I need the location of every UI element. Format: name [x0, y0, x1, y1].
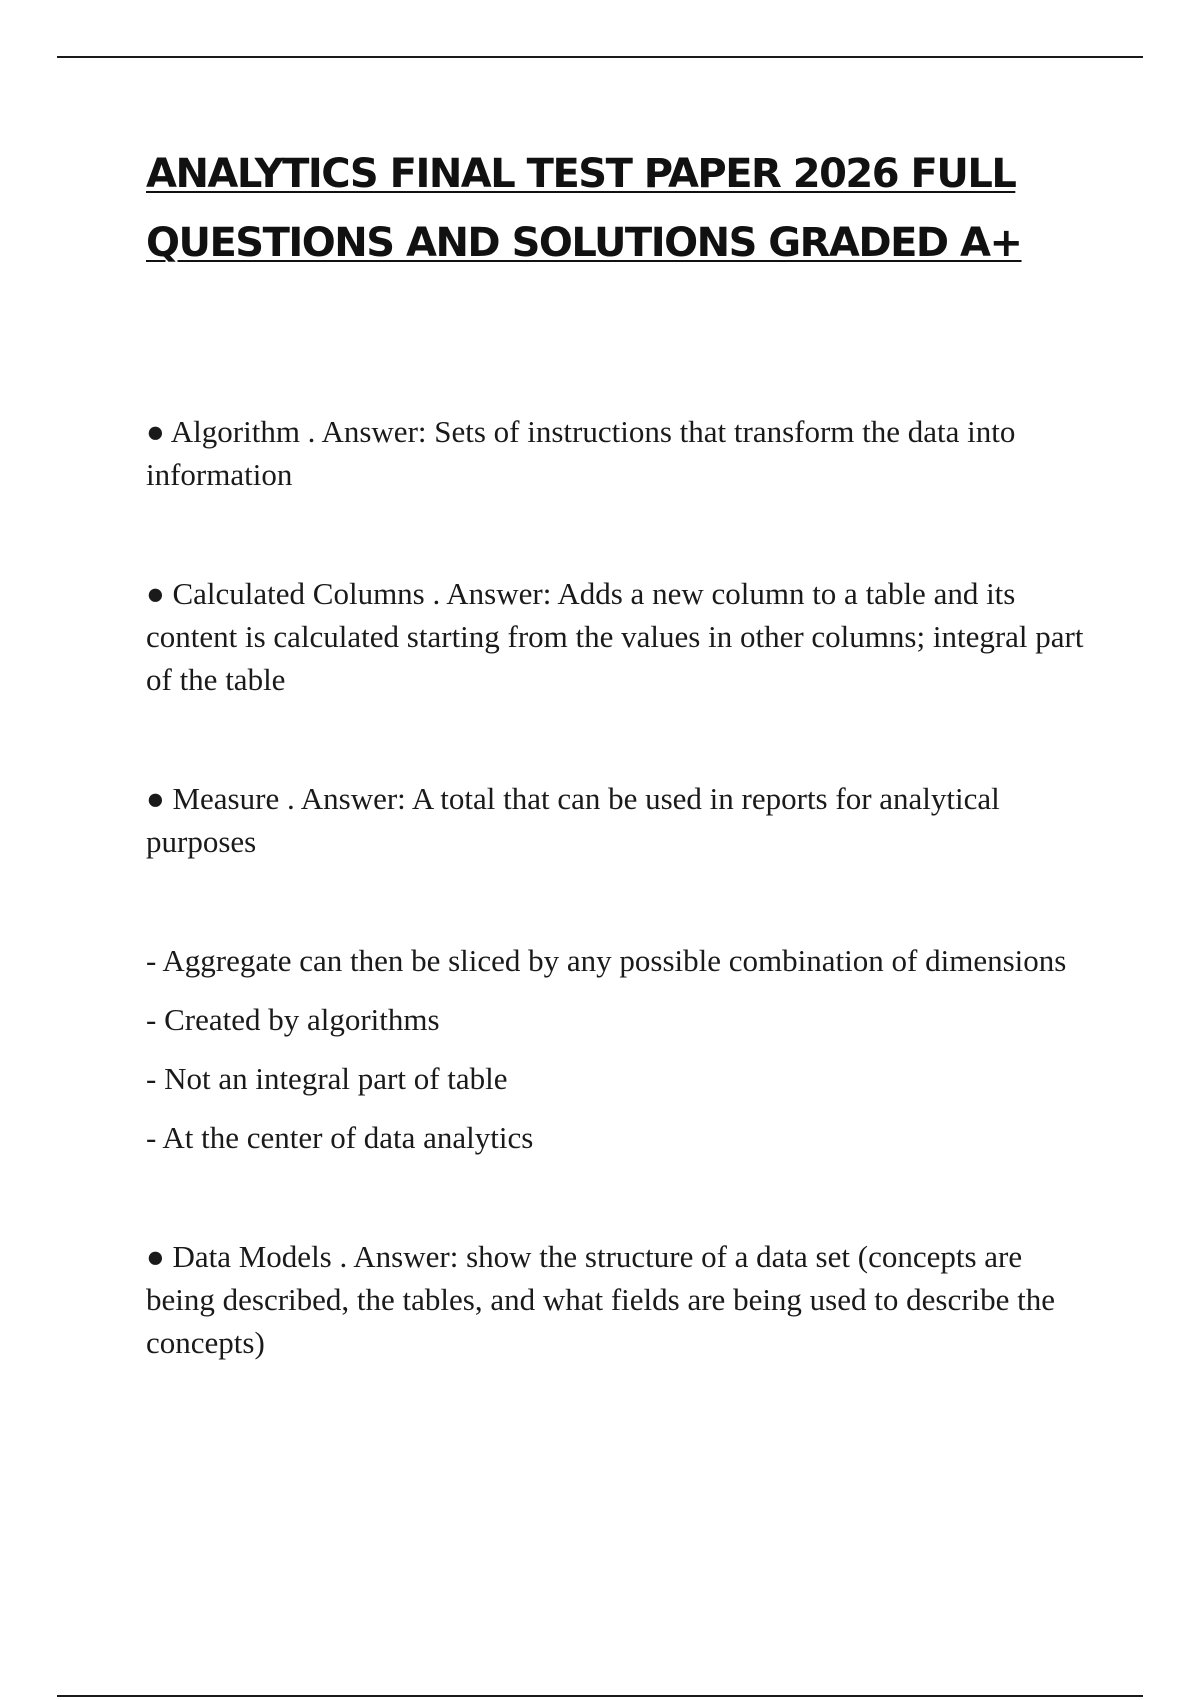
list-item: - Not an integral part of table — [146, 1061, 508, 1096]
document-title — [146, 140, 1106, 278]
document-body — [146, 410, 1086, 1364]
measure-notes-list — [146, 939, 1086, 1159]
top-rule — [57, 56, 1143, 58]
title-line-1: ANALYTICS FINAL TEST PAPER 2026 FULL — [146, 151, 1016, 197]
qa-algorithm: ● Algorithm . Answer: Sets of instructions that transform the data into information — [146, 414, 1016, 492]
list-item: - Aggregate can then be sliced by any possible combination of dimensions — [146, 943, 1067, 978]
qa-data-models: ● Data Models . Answer: show the structure of a data set (concepts are being described, the tables, and what fields are being used to describe the concepts) — [146, 1239, 1056, 1360]
qa-measure: ● Measure . Answer: A total that can be used in reports for analytical purposes — [146, 781, 1000, 859]
title-line-2: QUESTIONS AND SOLUTIONS GRADED A+ — [146, 220, 1022, 266]
list-item: - Created by algorithms — [146, 1002, 440, 1037]
bottom-rule — [57, 1695, 1143, 1697]
qa-calculated-columns: ● Calculated Columns . Answer: Adds a new column to a table and its content is calculated starting from the values in other columns; integral part of the table — [146, 576, 1084, 697]
list-item: - At the center of data analytics — [146, 1120, 534, 1155]
